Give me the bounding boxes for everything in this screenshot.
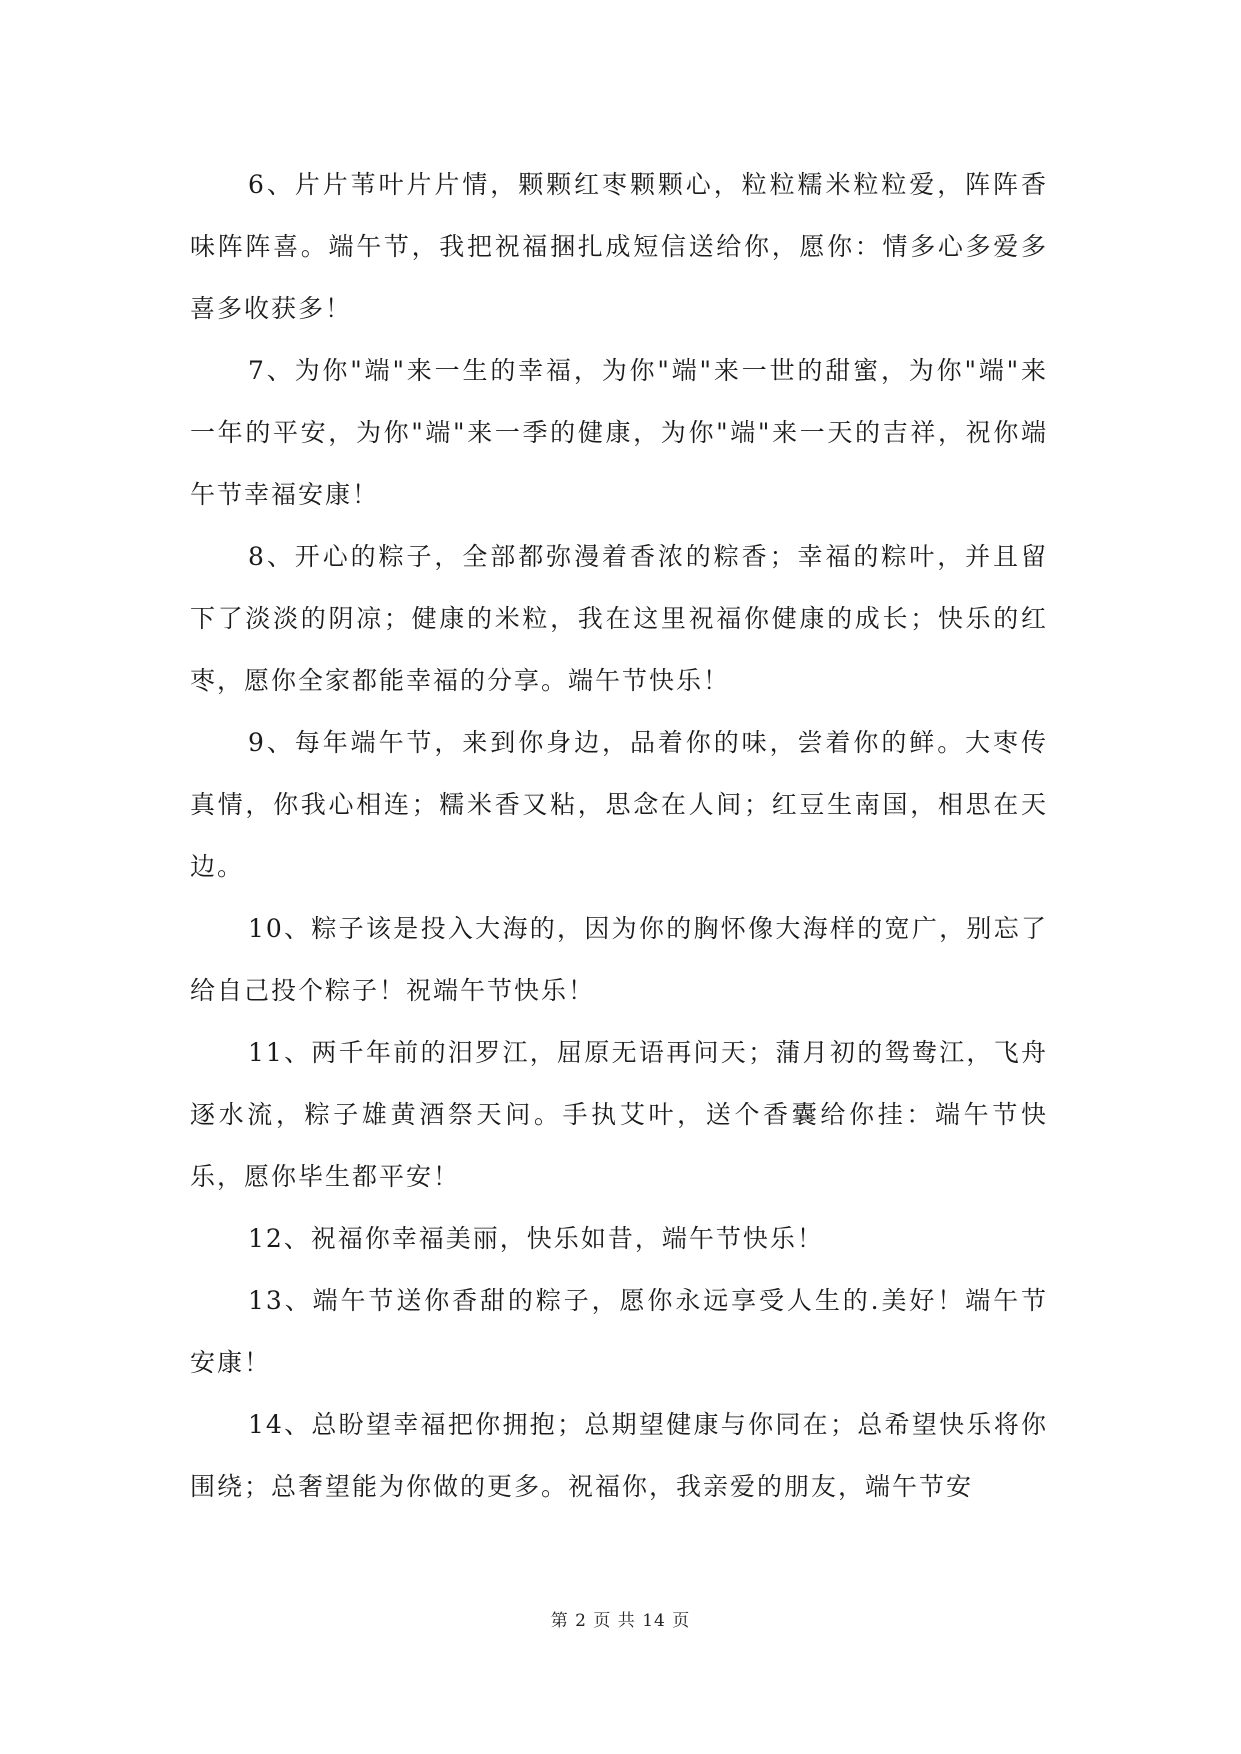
footer-prefix: 第	[550, 1611, 569, 1631]
footer-total-pages: 14	[642, 1611, 666, 1631]
paragraph-13: 13、端午节送你香甜的粽子，愿你永远享受人生的.美好！端午节安康！	[190, 1286, 1048, 1377]
paragraph-11: 11、两千年前的汨罗江，屈原无语再问天；蒲月初的鸳鸯江，飞舟逐水流，粽子雄黄酒祭天问。手执艾叶，送个香囊给你挂：端午节快乐，愿你毕生都平安！	[190, 1038, 1048, 1191]
paragraph-9: 9、每年端午节，来到你身边，品着你的味，尝着你的鲜。大枣传真情，你我心相连；糯米香又粘，思念在人间；红豆生南国，相思在天边。	[190, 728, 1048, 881]
page-footer	[0, 1606, 1241, 1631]
paragraph-7: 7、为你"端"来一生的幸福，为你"端"来一世的甜蜜，为你"端"来一年的平安，为你"端"来一季的健康，为你"端"来一天的吉祥，祝你端午节幸福安康！	[190, 356, 1048, 509]
paragraph-10: 10、粽子该是投入大海的，因为你的胸怀像大海样的宽广，别忘了给自己投个粽子！祝端午节快乐！	[190, 914, 1048, 1005]
footer-current-page: 2	[575, 1611, 587, 1631]
document-body	[190, 154, 1048, 1518]
footer-suffix: 页	[672, 1611, 691, 1631]
paragraph-12: 12、祝福你幸福美丽，快乐如昔，端午节快乐！	[248, 1224, 824, 1253]
paragraph-6: 6、片片苇叶片片情，颗颗红枣颗颗心，粒粒糯米粒粒爱，阵阵香味阵阵喜。端午节，我把祝福捆扎成短信送给你，愿你：情多心多爱多喜多收获多！	[190, 170, 1048, 323]
paragraph-14: 14、总盼望幸福把你拥抱；总期望健康与你同在；总希望快乐将你围绕；总奢望能为你做的更多。祝福你，我亲爱的朋友，端午节安	[190, 1410, 1048, 1501]
paragraph-8: 8、开心的粽子，全部都弥漫着香浓的粽香；幸福的粽叶，并且留下了淡淡的阴凉；健康的米粒，我在这里祝福你健康的成长；快乐的红枣，愿你全家都能幸福的分享。端午节快乐！	[190, 542, 1048, 695]
footer-middle: 页 共	[593, 1611, 636, 1631]
